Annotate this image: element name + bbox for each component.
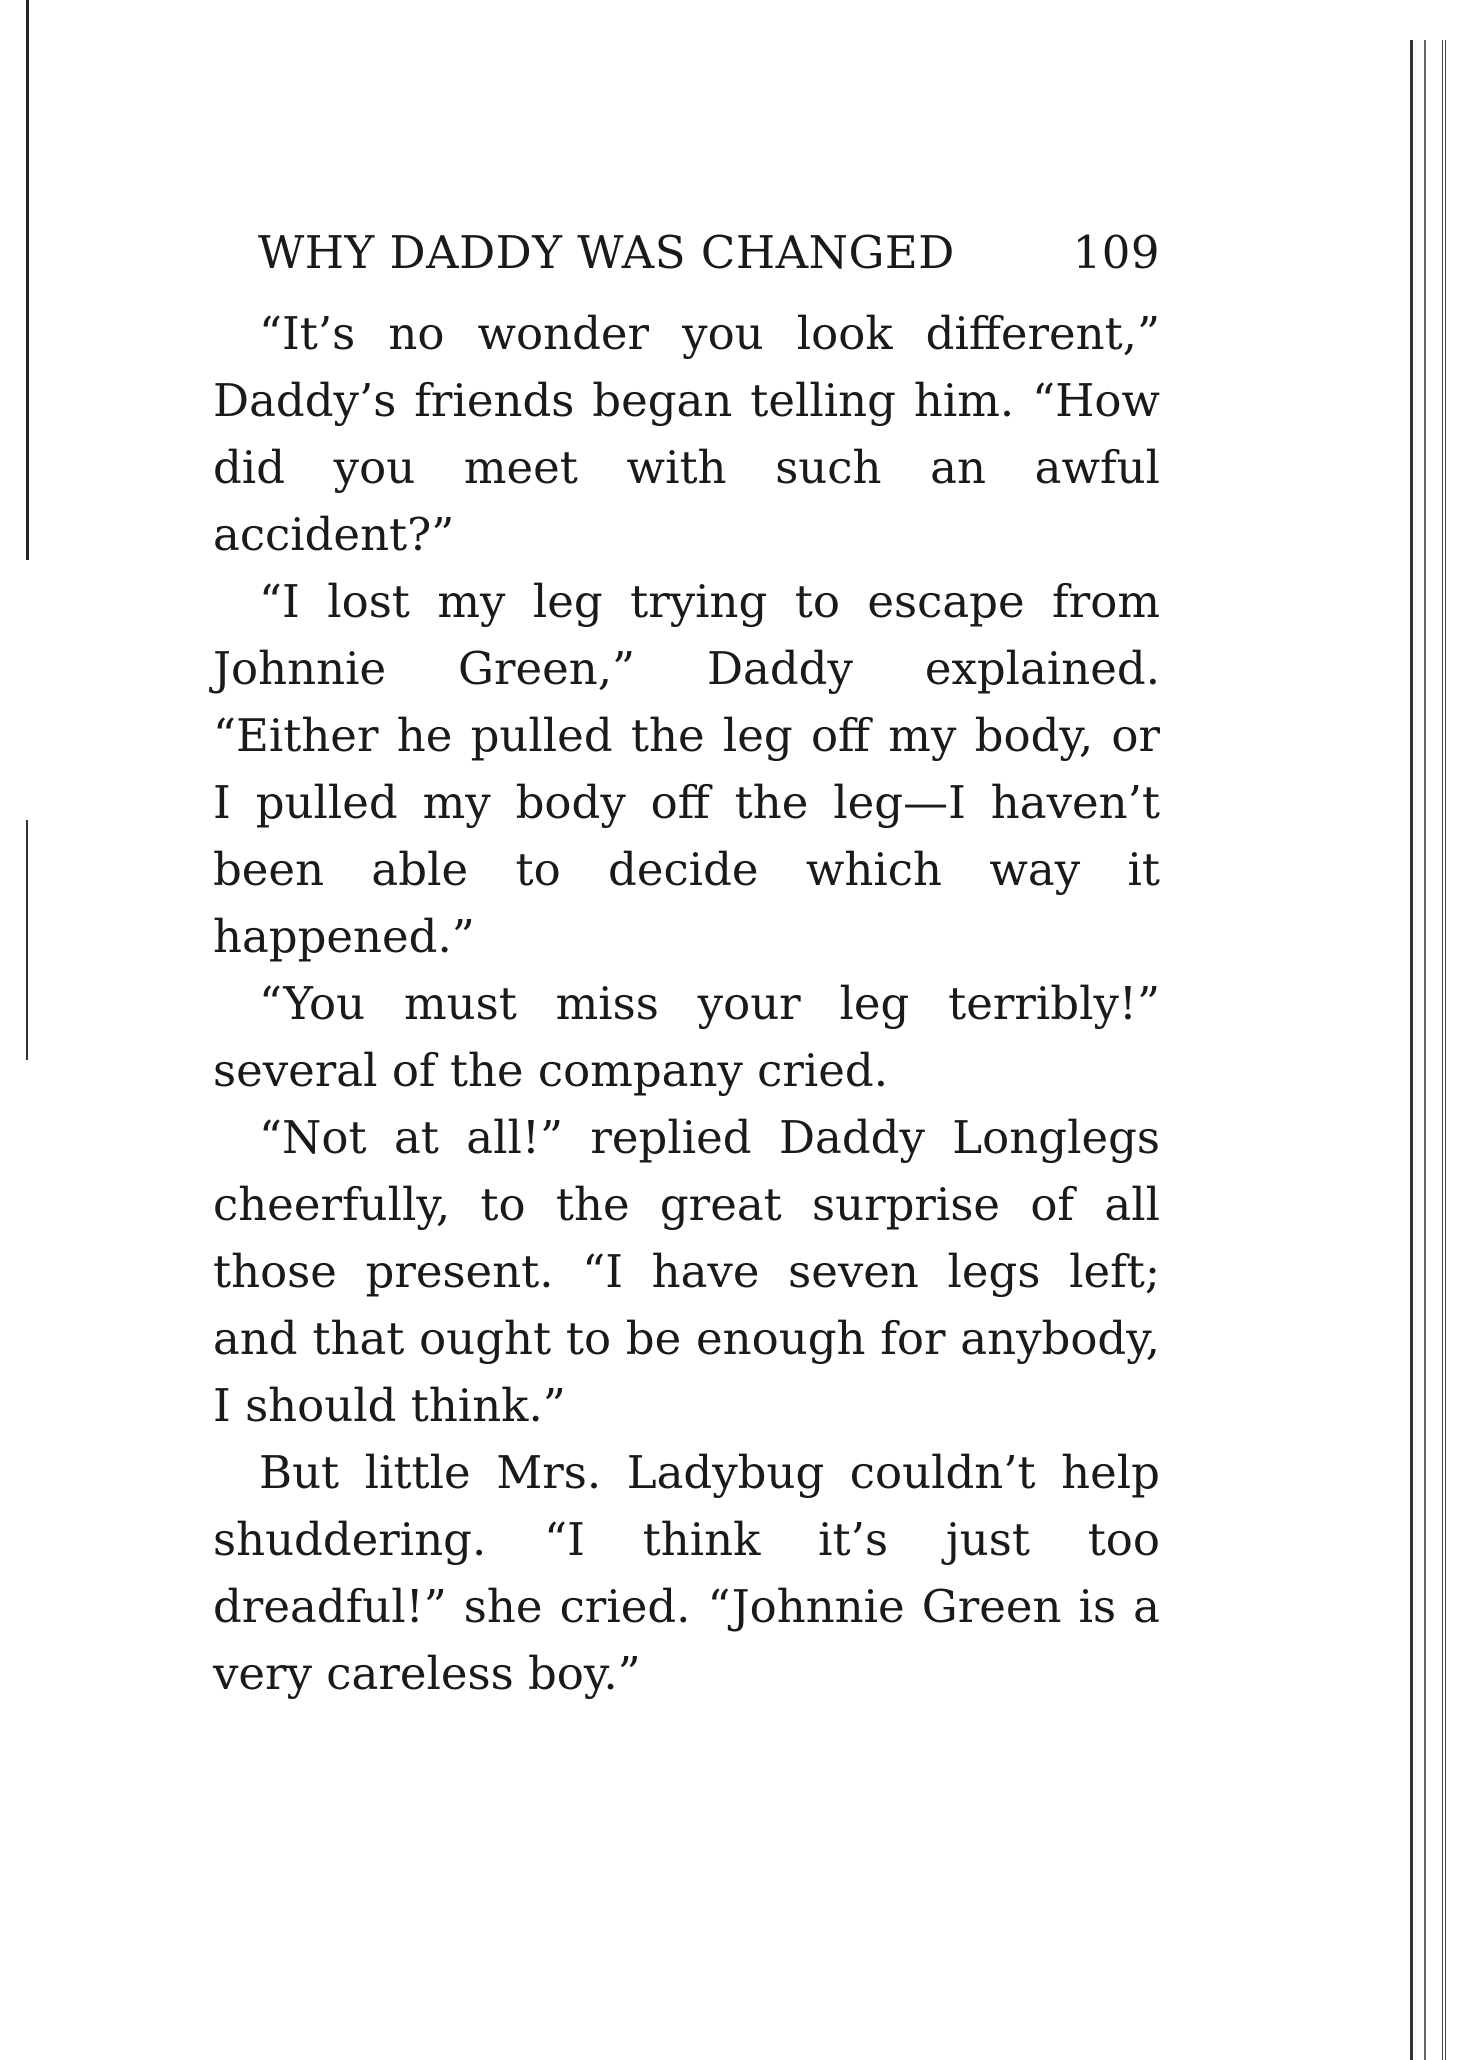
paragraph: “You must miss your leg terribly!” several of the company cried. [213,977,1160,1097]
page-number: 109 [1072,226,1160,279]
scan-edge-line [26,0,29,560]
body-text [213,300,1160,1707]
paragraph: “It’s no wonder you look different,” Daddy’s friends began telling him. “How did you meet with such an awful accident?” [213,307,1160,561]
paragraph: “I lost my leg trying to escape from Johnnie Green,” Daddy explained. “Either he pulled the leg off my body, or I pulled my body off the leg—I haven’t been able to decide which way it happened.” [213,575,1160,963]
scan-edge-line [26,820,28,1060]
book-gutter [1410,40,1446,2060]
running-title: WHY DADDY WAS CHANGED [258,226,955,279]
page-header [258,226,1160,290]
book-gutter-line [1424,40,1426,2060]
paragraph: But little Mrs. Ladybug couldn’t help shuddering. “I think it’s just too dreadful!” she cried. “Johnnie Green is a very careless boy.” [213,1446,1160,1700]
paragraph: “Not at all!” replied Daddy Longlegs cheerfully, to the great surprise of all those present. “I have seven legs left; and that ought to be enough for anybody, I should think.” [213,1111,1160,1432]
